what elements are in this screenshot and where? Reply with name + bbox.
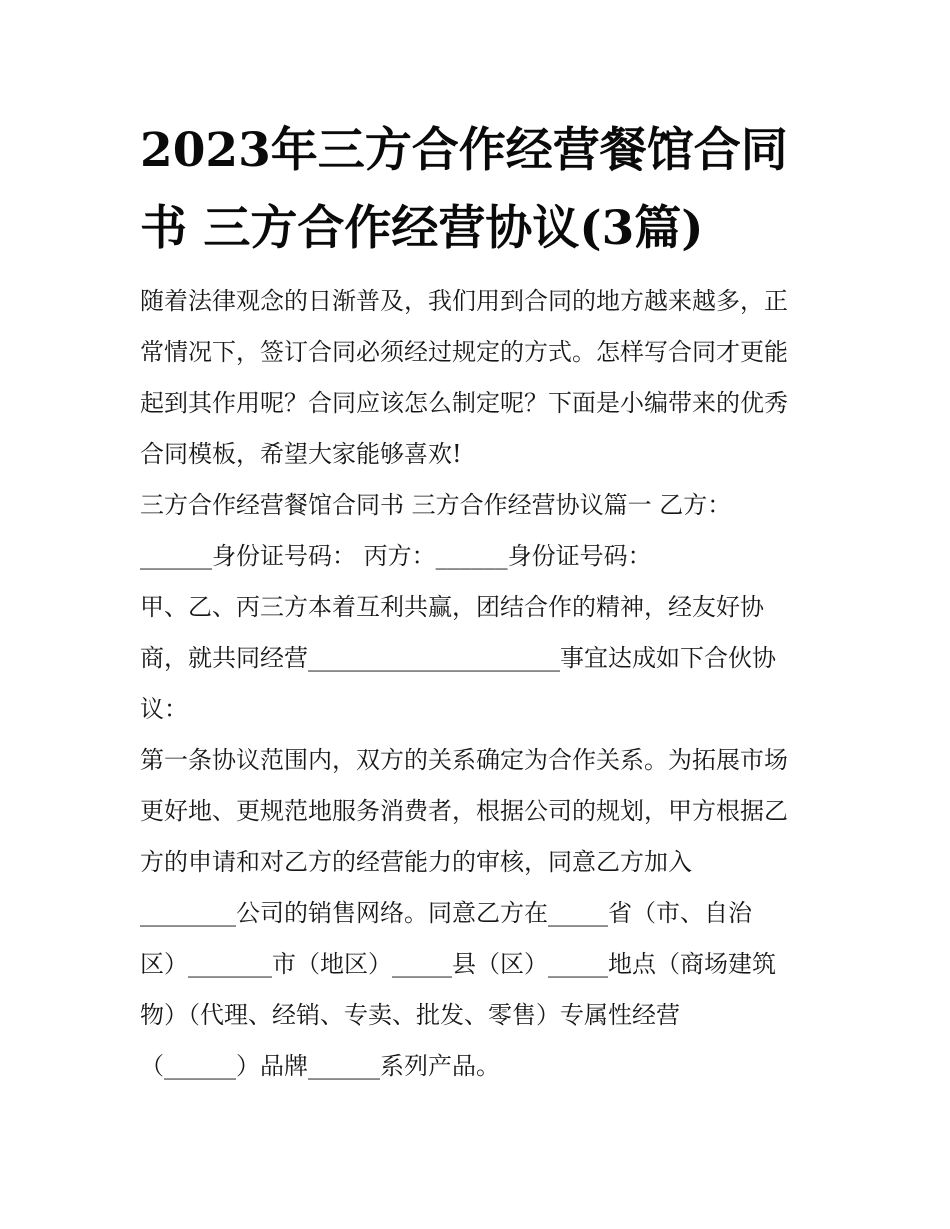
document-title <box>140 112 820 268</box>
body-line: 起到其作用呢？合同应该怎么制定呢？下面是小编带来的优秀 <box>140 389 788 417</box>
body-line: 随着法律观念的日渐普及，我们用到合同的地方越来越多，正 <box>140 287 788 315</box>
body-line: 甲、乙、丙三方本着互利共赢，团结合作的精神，经友好协 <box>140 593 764 621</box>
body-line: 三方合作经营餐馆合同书 三方合作经营协议篇一 乙方： <box>140 491 732 519</box>
body-line: 方的申请和对乙方的经营能力的审核，同意乙方加入 <box>140 848 692 876</box>
body-line: 商，就共同经营_____________________事宜达成如下合伙协 <box>140 644 776 672</box>
document-body <box>140 276 820 1092</box>
body-line: 第一条协议范围内，双方的关系确定为合作关系。为拓展市场 <box>140 746 788 774</box>
body-line: 常情况下，签订合同必须经过规定的方式。怎样写合同才更能 <box>140 338 788 366</box>
body-line: 区）_______市（地区）_____县（区）_____地点（商场建筑 <box>140 950 776 978</box>
body-line: 议： <box>140 695 188 723</box>
body-line: ________公司的销售网络。同意乙方在_____省（市、自治 <box>140 899 752 927</box>
body-line: 合同模板，希望大家能够喜欢! <box>140 440 462 468</box>
body-line: 更好地、更规范地服务消费者，根据公司的规划，甲方根据乙 <box>140 797 788 825</box>
body-line: 物）（代理、经销、专卖、批发、零售）专属性经营 <box>140 1001 680 1029</box>
body-line: （______）品牌______系列产品。 <box>140 1052 500 1080</box>
body-line: ______身份证号码： 丙方：______身份证号码： <box>140 542 652 570</box>
title-line: 书 三方合作经营协议(3篇) <box>140 201 704 256</box>
title-line: 2023年三方合作经营餐馆合同 <box>140 123 788 178</box>
